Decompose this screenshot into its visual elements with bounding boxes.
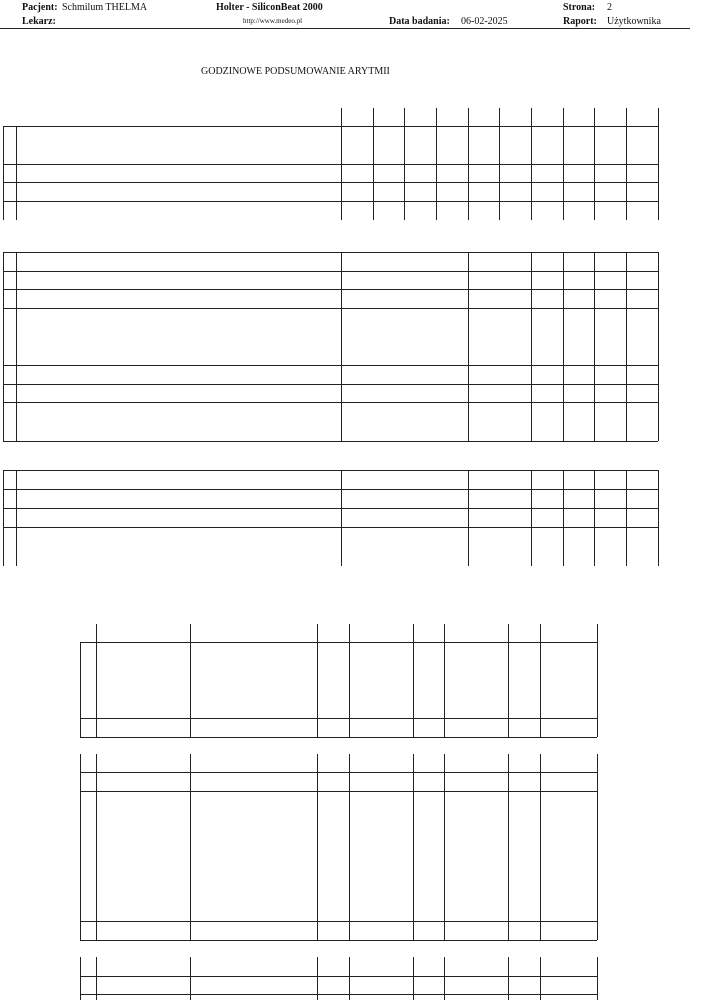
grid-line xyxy=(341,108,342,220)
grid-line xyxy=(468,108,469,220)
grid-line xyxy=(80,772,597,773)
grid-line xyxy=(190,624,191,737)
grid-line xyxy=(413,957,414,1000)
grid-line xyxy=(626,108,627,220)
grid-line xyxy=(3,489,658,490)
grid-line xyxy=(3,308,658,309)
grid-line xyxy=(3,470,658,471)
app-title: Holter - SiliconBeat 2000 xyxy=(216,2,323,13)
date-label: Data badania: xyxy=(389,16,450,27)
grid-line xyxy=(80,940,597,941)
patient-name: Schmilum THELMA xyxy=(62,2,148,13)
app-url: http://www.medeo.pl xyxy=(243,17,303,25)
grid-line xyxy=(349,624,350,737)
grid-line xyxy=(317,957,318,1000)
grid-line xyxy=(341,470,342,566)
grid-line xyxy=(341,252,342,441)
grid-line xyxy=(80,642,81,737)
grid-line xyxy=(597,957,598,1000)
grid-line xyxy=(626,252,627,441)
grid-line xyxy=(3,126,4,220)
grid-line xyxy=(508,957,509,1000)
grid-line xyxy=(373,108,374,220)
grid-line xyxy=(80,737,597,738)
grid-line xyxy=(508,624,509,737)
grid-line xyxy=(413,754,414,940)
grid-line xyxy=(3,470,4,566)
grid-line xyxy=(531,252,532,441)
grid-line xyxy=(436,108,437,220)
grid-line xyxy=(444,957,445,1000)
grid-line xyxy=(658,470,659,566)
page-label: Strona: xyxy=(563,2,596,13)
grid-line xyxy=(444,754,445,940)
grid-line xyxy=(540,624,541,737)
page-number: 2 xyxy=(607,2,612,13)
grid-line xyxy=(317,754,318,940)
report-title: GODZINOWE PODSUMOWANIE ARYTMII xyxy=(201,66,390,77)
grid-line xyxy=(96,754,97,940)
grid-line xyxy=(594,252,595,441)
grid-line xyxy=(349,957,350,1000)
grid-line xyxy=(444,624,445,737)
grid-line xyxy=(3,252,658,253)
grid-line xyxy=(499,108,500,220)
grid-line xyxy=(16,252,17,441)
grid-line xyxy=(540,754,541,940)
grid-line xyxy=(3,252,4,441)
grid-line xyxy=(80,791,597,792)
grid-line xyxy=(597,624,598,737)
grid-line xyxy=(531,108,532,220)
grid-line xyxy=(80,642,597,643)
grid-line xyxy=(96,957,97,1000)
grid-line xyxy=(531,470,532,566)
grid-line xyxy=(96,624,97,737)
grid-line xyxy=(594,108,595,220)
grid-line xyxy=(404,108,405,220)
grid-line xyxy=(3,384,658,385)
grid-line xyxy=(16,470,17,566)
grid-line xyxy=(3,289,658,290)
date-value: 06-02-2025 xyxy=(461,16,508,27)
grid-line xyxy=(80,957,81,1000)
grid-line xyxy=(190,754,191,940)
grid-line xyxy=(3,508,658,509)
report-type: Użytkownika xyxy=(607,16,661,27)
grid-line xyxy=(3,201,658,202)
grid-line xyxy=(3,402,658,403)
grid-line xyxy=(468,470,469,566)
grid-line xyxy=(3,527,658,528)
grid-line xyxy=(3,164,658,165)
grid-line xyxy=(349,754,350,940)
report-label: Raport: xyxy=(563,16,597,27)
grid-line xyxy=(413,624,414,737)
grid-line xyxy=(3,441,658,442)
grid-line xyxy=(658,252,659,441)
grid-line xyxy=(80,976,597,977)
grid-line xyxy=(658,108,659,220)
grid-line xyxy=(16,126,17,220)
grid-line xyxy=(80,921,597,922)
grid-line xyxy=(80,994,597,995)
grid-line xyxy=(80,718,597,719)
grid-line xyxy=(540,957,541,1000)
patient-label: Pacjent: xyxy=(22,2,58,13)
grid-line xyxy=(3,271,658,272)
grid-line xyxy=(508,754,509,940)
grid-line xyxy=(468,252,469,441)
grid-line xyxy=(563,252,564,441)
grid-line xyxy=(563,108,564,220)
grid-line xyxy=(594,470,595,566)
grid-line xyxy=(3,182,658,183)
header-rule xyxy=(0,28,690,29)
grid-line xyxy=(3,365,658,366)
grid-line xyxy=(80,754,81,940)
grid-line xyxy=(190,957,191,1000)
grid-line xyxy=(597,754,598,940)
doctor-label: Lekarz: xyxy=(22,16,56,27)
grid-line xyxy=(626,470,627,566)
grid-line xyxy=(563,470,564,566)
grid-line xyxy=(317,624,318,737)
